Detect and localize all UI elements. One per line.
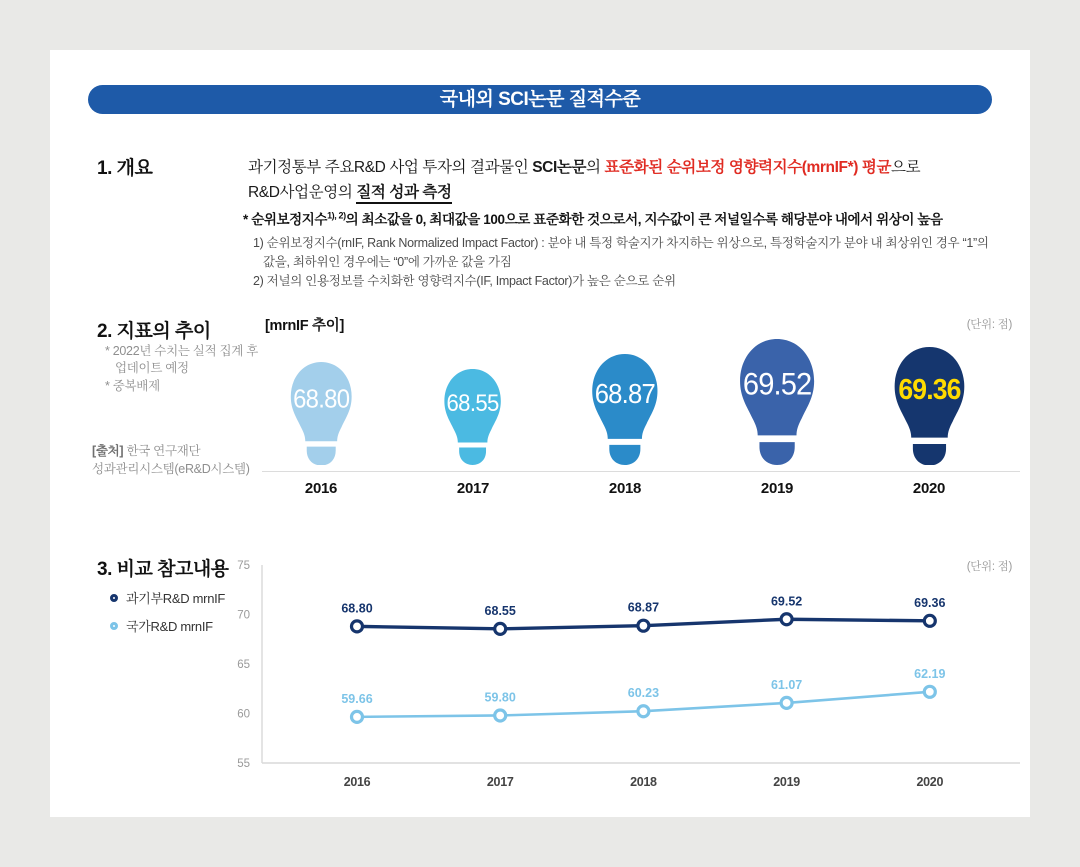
bulb-year-label: 2019 [760, 480, 794, 497]
section1-heading: 1. 개요 [97, 158, 153, 179]
section2-note2: * 중복배제 [105, 379, 160, 393]
data-label: 60.23 [627, 686, 660, 701]
bulb-year-row [245, 480, 1005, 497]
bulb-column [245, 335, 397, 465]
data-point-marker [924, 686, 935, 697]
source-label: [출처] [92, 444, 124, 458]
source-note [92, 442, 250, 478]
bulb-chart [245, 335, 1005, 465]
lightbulb-base [307, 446, 336, 465]
lightbulb-icon [733, 339, 821, 465]
section2-heading: 2. 지표의 추이 [97, 321, 211, 342]
footnote-star-post: 의 최소값을 0, 최대값을 100으로 표준화한 것으로서, 지수값이 큰 저널일수록 해당분야 내에서 위상이 높음 [345, 212, 943, 227]
data-point-marker [638, 620, 649, 631]
x-tick-label: 2019 [773, 775, 800, 789]
report-card [50, 50, 1030, 817]
overview-red-emphasis: 표준화된 순위보정 영향력지수(mrnIF*) 평균 [604, 159, 892, 176]
source-line2: 성과관리시스템(eR&D시스템) [92, 462, 250, 476]
bulb-year-label: 2020 [912, 480, 946, 497]
data-point-marker [924, 615, 935, 626]
lightbulb-base [759, 442, 794, 465]
data-point-marker [352, 711, 363, 722]
data-point-marker [495, 623, 506, 634]
lightbulb-icon [586, 354, 664, 465]
footnote-star-pre: * 순위보정지수 [243, 212, 328, 227]
line-chart [212, 560, 1030, 805]
overview-underlined: 질적 성과 측정 [356, 184, 451, 204]
footnote-1-line1: 1) 순위보정지수(rnIF, Rank Normalized Impact Factor) : 분야 내 특정 학술지가 차지하는 위상으로, 특정학술지가 분야 내 최상위인 경우 “1”의 [253, 236, 989, 250]
bulb-value-label: 69.36 [897, 372, 961, 405]
section2-note1: * 2022년 수치는 실적 집계 후 [105, 344, 259, 358]
bulb-value-label: 68.80 [292, 384, 350, 414]
bulb-column [853, 335, 1005, 465]
data-point-marker [781, 697, 792, 708]
footnote-2: 2) 저널의 인용정보를 수치화한 영향력지수(IF, Impact Factor)가 높은 순으로 순위 [253, 274, 676, 288]
legend-ring-icon [110, 622, 118, 630]
data-label: 68.80 [341, 601, 373, 616]
data-label: 68.55 [484, 603, 516, 618]
bulb-year-label: 2018 [608, 480, 642, 497]
lightbulb-icon [285, 362, 357, 466]
x-tick-label: 2020 [916, 775, 944, 789]
data-point-marker [352, 621, 363, 632]
bulb-column [549, 335, 701, 465]
bulb-value-label: 69.52 [742, 367, 812, 402]
overview-mid: 의 [586, 159, 605, 176]
overview-line2-pre: R&D사업운영의 [248, 184, 357, 201]
data-label: 59.66 [341, 691, 373, 706]
y-tick-label: 70 [237, 609, 250, 622]
legend-ring-icon [110, 594, 118, 602]
bulb-baseline [262, 471, 1020, 472]
data-point-marker [638, 706, 649, 717]
overview-text-line2 [248, 180, 452, 202]
data-point-marker [495, 710, 506, 721]
overview-post: 으로 [891, 159, 921, 176]
footnote-star-sup: 1), 2) [327, 210, 346, 221]
line-chart-wrap [212, 560, 1030, 805]
bulb-year-label: 2016 [304, 480, 338, 497]
page-title: 국내외 SCI논문 질적수준 [88, 85, 992, 114]
lightbulb-icon [888, 347, 971, 466]
lightbulb-icon [439, 369, 506, 465]
lightbulb-base [460, 448, 487, 465]
data-label: 68.87 [627, 600, 660, 615]
unit-label-section2: (단위: 점) [966, 319, 1012, 331]
data-label: 61.07 [770, 677, 803, 692]
overview-sci: SCI논문 [532, 159, 587, 176]
y-tick-label: 60 [237, 708, 250, 721]
lightbulb-base [609, 445, 640, 465]
x-tick-label: 2017 [486, 775, 514, 789]
bulb-value-label: 68.87 [594, 377, 656, 410]
y-tick-label: 65 [237, 659, 250, 671]
unit-label-section3: (단위: 점) [966, 561, 1012, 573]
footnote-1-line2: 값을, 최하위인 경우에는 “0”에 가까운 값을 가짐 [263, 255, 512, 269]
lightbulb-base [912, 443, 945, 465]
bulb-column [397, 335, 549, 465]
section3-heading: 3. 비교 참고내용 [97, 559, 229, 580]
overview-text-line1 [248, 155, 920, 177]
bulb-year-label: 2017 [456, 480, 490, 497]
legend-item-0 [110, 588, 225, 607]
source-line1: 한국 연구재단 [123, 444, 201, 458]
data-label: 69.52 [770, 594, 803, 609]
bulb-column [701, 335, 853, 465]
legend-item-1 [110, 616, 225, 635]
x-tick-label: 2016 [343, 775, 371, 789]
footnote-star [243, 208, 943, 228]
y-tick-label: 75 [237, 560, 250, 572]
data-point-marker [781, 614, 792, 625]
data-label: 62.19 [914, 666, 946, 681]
bulb-value-label: 68.55 [446, 389, 500, 417]
x-tick-label: 2018 [630, 775, 657, 789]
data-label: 69.36 [914, 595, 946, 610]
data-label: 59.80 [484, 690, 516, 705]
legend-label: 과기부R&D mrnIF [126, 591, 226, 606]
overview-pre: 과기정통부 주요R&D 사업 투자의 결과물인 [248, 159, 533, 176]
legend-label: 국가R&D mrnIF [126, 619, 213, 634]
section2-note1-cont: 업데이트 예정 [115, 361, 189, 375]
chart-legend [110, 588, 225, 644]
y-tick-label: 55 [237, 758, 250, 770]
bulb-chart-title: [mrnIF 추이] [265, 318, 344, 334]
